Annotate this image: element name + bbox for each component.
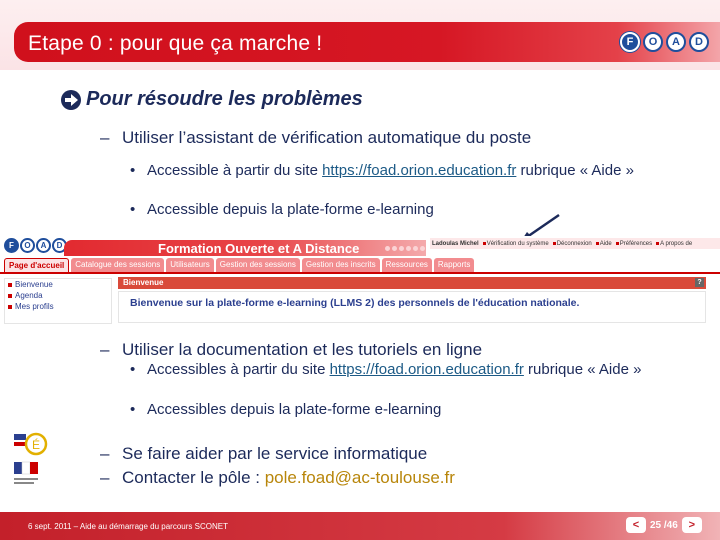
svg-text:É: É: [32, 438, 41, 452]
dash: –: [100, 444, 110, 463]
platform-logo-letter: D: [52, 238, 67, 253]
tab-rapports[interactable]: Rapports: [434, 258, 474, 272]
logo-letter-o: O: [643, 32, 663, 52]
foad-logo: [620, 32, 709, 52]
sidebar-item-agenda[interactable]: Agenda: [5, 290, 111, 301]
contact-email[interactable]: pole.foad@ac-toulouse.fr: [264, 468, 455, 487]
tab-gestion-sessions[interactable]: Gestion des sessions: [216, 258, 300, 272]
bullet-platform-1: • Accessible depuis la plate-forme e-learning: [130, 201, 434, 218]
item-text: Utiliser l’assistant de vérification automatique du poste: [122, 128, 532, 147]
bullet-text-before: Accessible à partir du site: [147, 162, 323, 179]
platform-title: Formation Ouverte et A Distance: [158, 241, 360, 256]
bullet-text-after: rubrique « Aide »: [516, 162, 634, 179]
dash: –: [100, 128, 110, 147]
foad-site-link[interactable]: https://foad.orion.education.fr: [322, 162, 517, 179]
item-assistant: [100, 128, 531, 148]
tab-catalogue[interactable]: Catalogue des sessions: [71, 258, 164, 272]
arrow-right-circle-icon: [60, 89, 82, 111]
foad-site-link[interactable]: https://foad.orion.education.fr: [329, 361, 524, 378]
logo-letter-f: F: [620, 32, 640, 52]
item-contact: [100, 468, 455, 488]
user-name: Ladoulas Michel: [432, 240, 479, 247]
platform-logo-letter: F: [4, 238, 19, 253]
platform-logo-letter: O: [20, 238, 35, 253]
logo-letter-a: A: [666, 32, 686, 52]
link-aide[interactable]: Aide: [596, 241, 612, 247]
prev-slide-icon[interactable]: <: [626, 517, 646, 533]
platform-screenshot: [0, 236, 720, 324]
heading-text: Pour résoudre les problèmes: [86, 88, 363, 110]
slide-title: Etape 0 : pour que ça marche !: [28, 32, 323, 55]
item-text: Se faire aider par le service informatique: [122, 444, 428, 463]
tab-page-accueil[interactable]: Page d'accueil: [4, 258, 69, 272]
slide-navigation: [626, 517, 702, 533]
item-service-informatique: [100, 444, 427, 464]
next-slide-icon[interactable]: >: [682, 517, 702, 533]
ministry-logo: [10, 430, 50, 490]
platform-sidebar: [4, 278, 112, 324]
link-preferences[interactable]: Préférences: [616, 241, 652, 247]
item-documentation: [100, 340, 482, 360]
welcome-message: Bienvenue sur la plate-forme e-learning (LLMS 2) des personnels de l'éducation nationale.: [130, 297, 580, 309]
sidebar-item-bienvenue[interactable]: Bienvenue: [5, 279, 111, 290]
bullet-text: Accessible depuis la plate-forme e-learning: [147, 201, 434, 218]
tab-utilisateurs[interactable]: Utilisateurs: [166, 258, 214, 272]
platform-userbar: [430, 238, 720, 249]
platform-logo: [4, 238, 67, 253]
link-deconnexion[interactable]: Déconnexion: [553, 241, 592, 247]
bullet-site-aide-2: • Accessibles à partir du site https://foad.orion.education.fr rubrique « Aide »: [130, 361, 642, 378]
bullet-text-before: Accessibles à partir du site: [147, 361, 330, 378]
bullet-text-after: rubrique « Aide »: [523, 361, 642, 378]
decorative-dots: [385, 246, 425, 251]
link-verification[interactable]: Vérification du système: [483, 241, 549, 247]
help-icon[interactable]: ?: [695, 278, 704, 287]
section-heading: [60, 88, 363, 111]
link-a-propos[interactable]: A propos de: [656, 241, 692, 247]
page-number: 25 /46: [650, 519, 678, 531]
item-text: Utiliser la documentation et les tutoriels en ligne: [122, 340, 483, 359]
platform-logo-letter: A: [36, 238, 51, 253]
slide-header: [0, 0, 720, 70]
dash: –: [100, 340, 110, 359]
dash: –: [100, 468, 110, 487]
section-header: [118, 277, 706, 289]
bullet-site-aide-1: • Accessible à partir du site https://foad.orion.education.fr rubrique « Aide »: [130, 162, 634, 179]
footer-text: 6 sept. 2011 – Aide au démarrage du parcours SCONET: [28, 522, 228, 531]
tab-ressources[interactable]: Ressources: [382, 258, 432, 272]
item-text: Contacter le pôle :: [122, 468, 265, 487]
logo-letter-d: D: [689, 32, 709, 52]
section-header-title: Bienvenue: [123, 278, 164, 287]
bullet-platform-2: • Accessibles depuis la plate-forme e-learning: [130, 401, 442, 418]
tab-gestion-inscrits[interactable]: Gestion des inscrits: [302, 258, 380, 272]
bullet-text: Accessibles depuis la plate-forme e-learning: [147, 401, 442, 418]
sidebar-item-mes-profils[interactable]: Mes profils: [5, 301, 111, 312]
platform-tabs: [4, 258, 474, 272]
